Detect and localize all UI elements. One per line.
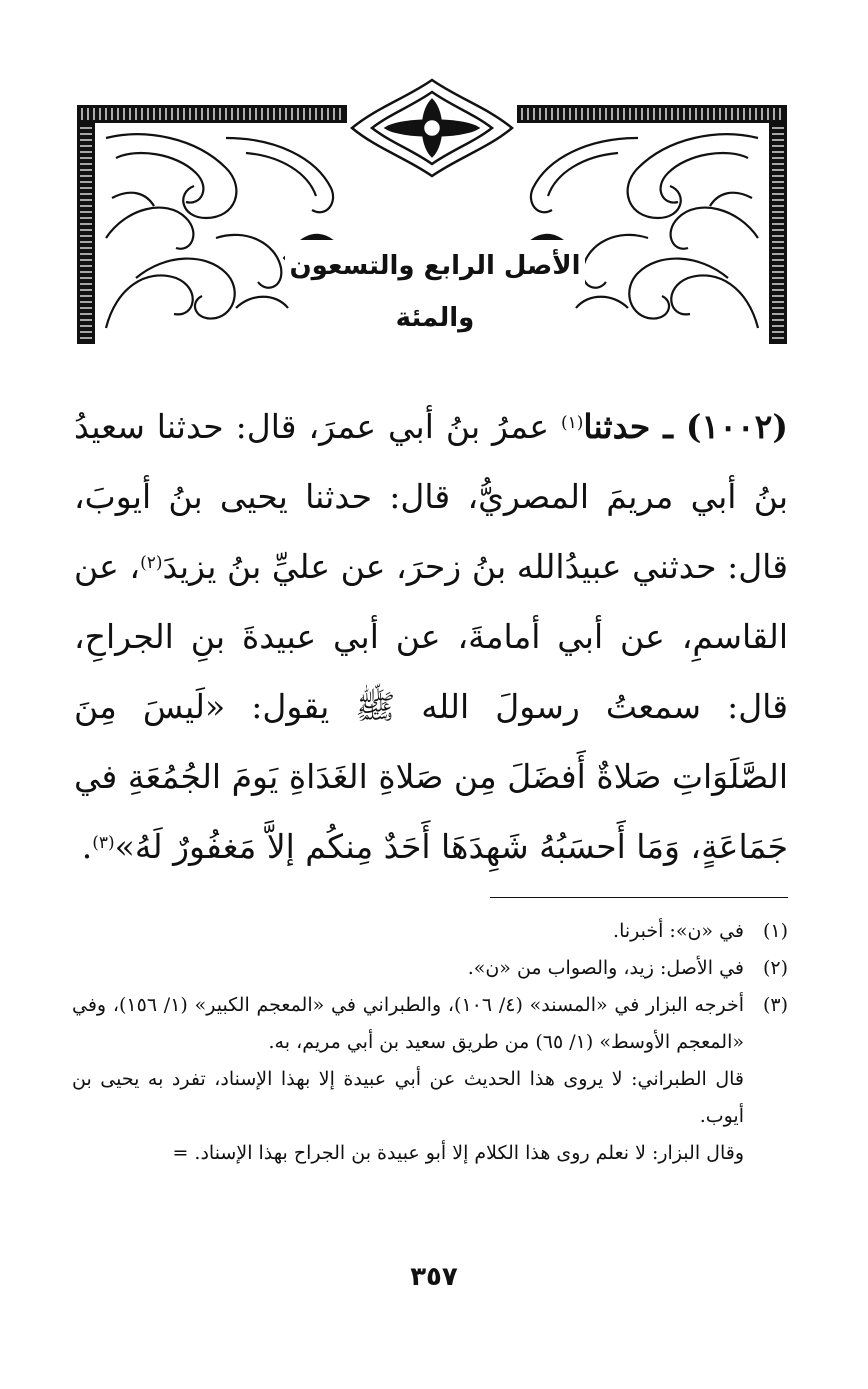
hadith-text-part: ، عن القاسمِ، عن أبي أمامةَ، عن أبي عبيدةَ بنِ الجراحِ، قال: سمعتُ رسولَ الله ﷺ يقول: «لَيسَ مِنَ الصَّلَوَاتِ صَلاةٌ أَفضَلَ مِن صَلاةِ الغَدَاةِ يَومَ الجُمُعَةِ في جَمَاعَةٍ، وَمَا أَحسَبُهُ شَهِدَهَا أَحَدٌ مِنكُم إلاَّ مَغفُورٌ لَهُ» xyxy=(74,547,788,866)
page-number: ٣٥٧ xyxy=(410,1262,458,1292)
hadith-text-part: حدثنا xyxy=(583,407,664,446)
footnote-number: (١) xyxy=(762,920,788,942)
footnote-item xyxy=(72,913,788,950)
footnotes xyxy=(72,913,788,1172)
hadith-text-part: . xyxy=(81,827,93,866)
footnote-continuation: وقال البزار: لا نعلم روى هذا الكلام إلا أبو عبيدة بن الجراح بهذا الإسناد. = xyxy=(172,1142,744,1164)
hadith-text-part: عمرُ بنُ أبي عمرَ، قال: حدثنا سعيدُ بنُ أبي مريمَ المصريُّ، قال: حدثنا يحيى بنُ أيوبَ، قال: حدثني عبيدُالله بنُ زحرَ، عن عليِّ بنُ يزيدَ xyxy=(74,407,789,586)
footnote-ref: (١) xyxy=(560,413,584,433)
footnote-text: في الأصل: زيد، والصواب من «ن». xyxy=(467,957,744,979)
chapter-title: الأصل الرابع والتسعون والمئة xyxy=(285,240,585,292)
footnote-text: أخرجه البزار في «المسند» (٤/ ١٠٦)، والطبراني في «المعجم الكبير» (١/ ١٥٦)، وفي «المعجم الأوسط» (١/ ٦٥) من طريق سعيد بن أبي مريم، به. xyxy=(72,994,744,1053)
footnote-item xyxy=(72,987,788,1061)
footnote-continuation: قال الطبراني: لا يروى هذا الحديث عن أبي عبيدة إلا بهذا الإسناد، تفرد به يحيى بن أيوب. xyxy=(72,1068,744,1127)
footnote-divider xyxy=(490,897,788,898)
footnote-number: (٣) xyxy=(762,994,788,1016)
footnote-ref: (٢) xyxy=(140,553,163,573)
footnote-item xyxy=(72,950,788,987)
footnote-text: في «ن»: أخبرنا. xyxy=(613,920,744,942)
hadith-text xyxy=(74,392,788,882)
hadith-paragraph xyxy=(74,392,788,882)
footnote-number: (٢) xyxy=(762,957,788,979)
hadith-number: (١٠٠٢) ـ xyxy=(663,407,788,446)
footnote-ref: (٣) xyxy=(92,833,115,853)
